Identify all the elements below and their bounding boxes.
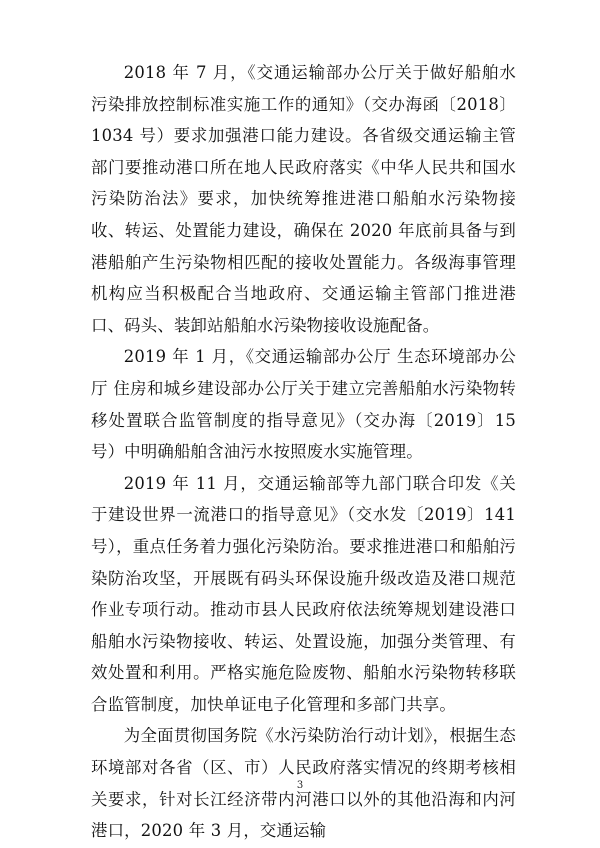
paragraph-2018-july-notice: 2018 年 7 月，《交通运输部办公厅关于做好船舶水污染排放控制标准实施工作的通知》（交办海函〔2018〕1034 号）要求加强港口能力建设。各省级交通运输主管部门要推动港口所在地人民政府落实《中华人民共和国水污染防治法》要求，加快统筹推进港口船舶水污染物接收、转运、处置能力建设，确保在 2020 年底前具备与到港船舶产生污染物相匹配的接收处置能力。各级海事管理机构应当积极配合当地政府、交通运输主管部门推进港口、码头、装卸站船舶水污染物接收设施配备。 [91,63,516,335]
paragraph-water-pollution-action-plan: 为全面贯彻国务院《水污染防治行动计划》，根据生态环境部对各省（区、市）人民政府落实情况的终期考核相关要求，针对长江经济带内河港口以外的其他沿海和内河港口，2020 年 3 月，交通运输 [91,726,516,841]
paragraph-2019-january-guidance: 2019 年 1 月，《交通运输部办公厅 生态环境部办公厅 住房和城乡建设部办公厅关于建立完善船舶水污染物转移处置联合监管制度的指导意见》（交办海〔2019〕15 号）中明确船舶含油污水按照废水实施管理。 [91,347,516,462]
page-number: 3 [296,780,304,791]
body-text [91,57,516,847]
paragraph-2019-november-world-class-ports: 2019 年 11 月，交通运输部等九部门联合印发《关于建设世界一流港口的指导意见》（交水发〔2019〕141 号），重点任务着力强化污染防治。要求推进港口和船舶污染防治攻坚，开展既有码头环保设施升级改造及港口规范作业专项行动。推动市县人民政府依法统筹规划建设港口船舶水污染物接收、转运、处置设施，加强分类管理、有效处置和利用。严格实施危险废物、船舶水污染物转移联合监管制度，加快单证电子化管理和多部门共享。 [91,473,516,714]
